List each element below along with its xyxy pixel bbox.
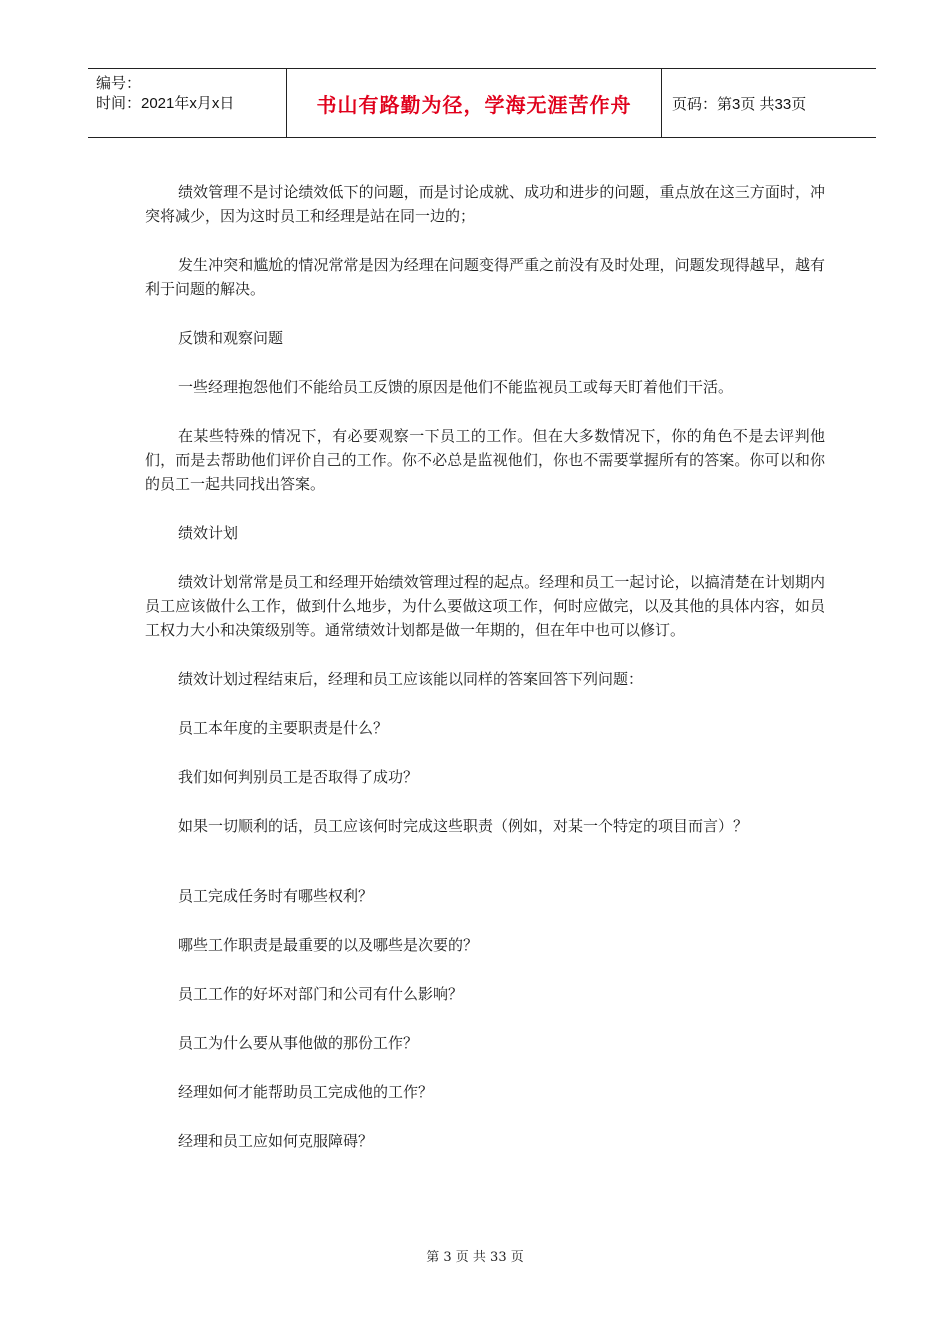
question-item: 如果一切顺利的话，员工应该何时完成这些职责（例如，对某一个特定的项目而言）？	[178, 817, 749, 835]
paragraph: 绩效管理不是讨论绩效低下的问题，而是讨论成就、成功和进步的问题，重点放在这三方面时，冲突将减少，因为这时员工和经理是站在同一边的；	[145, 183, 825, 225]
paragraph: 一些经理抱怨他们不能给员工反馈的原因是他们不能监视员工或每天盯着他们干活。	[178, 378, 734, 396]
section-heading: 绩效计划	[178, 524, 239, 542]
question-item: 经理如何才能帮助员工完成他的工作？	[178, 1083, 434, 1101]
paragraph: 绩效计划常常是员工和经理开始绩效管理过程的起点。经理和员工一起讨论，以搞清楚在计划期内员工应该做什么工作，做到什么地步，为什么要做这项工作，何时应做完，以及其他的具体内容，如员工权力大小和决策级别等。通常绩效计划都是做一年期的，但在年中也可以修订。	[145, 573, 825, 639]
question-item: 我们如何判别员工是否取得了成功？	[178, 768, 419, 786]
document-number-label: 编号：	[96, 75, 142, 92]
document-time-label: 时间：2021年x月x日	[96, 95, 235, 112]
section-heading: 反馈和观察问题	[178, 329, 284, 347]
page-footer: 第 3 页 共 33 页	[426, 1250, 524, 1265]
question-item: 经理和员工应如何克服障碍？	[178, 1132, 374, 1150]
question-item: 员工为什么要从事他做的那份工作？	[178, 1034, 419, 1052]
header-page-cell	[662, 69, 876, 137]
document-body	[145, 180, 825, 1178]
header-page-info: 页码：第3页 共33页	[672, 95, 807, 113]
page-header	[88, 68, 876, 138]
paragraph: 绩效计划过程结束后，经理和员工应该能以同样的答案回答下列问题：	[178, 670, 644, 688]
question-item: 哪些工作职责是最重要的以及哪些是次要的？	[178, 936, 479, 954]
header-motto-cell	[286, 69, 662, 137]
question-item: 员工本年度的主要职责是什么？	[178, 719, 389, 737]
header-motto: 书山有路勤为径，学海无涯苦作舟	[316, 92, 632, 117]
header-meta	[88, 69, 286, 137]
paragraph: 在某些特殊的情况下，有必要观察一下员工的工作。但在大多数情况下，你的角色不是去评判他们，而是去帮助他们评价自己的工作。你不必总是监视他们，你也不需要掌握所有的答案。你可以和你的员工一起共同找出答案。	[145, 427, 825, 493]
question-item: 员工完成任务时有哪些权利？	[178, 887, 374, 905]
question-item: 员工工作的好坏对部门和公司有什么影响？	[178, 985, 464, 1003]
paragraph: 发生冲突和尴尬的情况常常是因为经理在问题变得严重之前没有及时处理，问题发现得越早，越有利于问题的解决。	[145, 256, 825, 298]
